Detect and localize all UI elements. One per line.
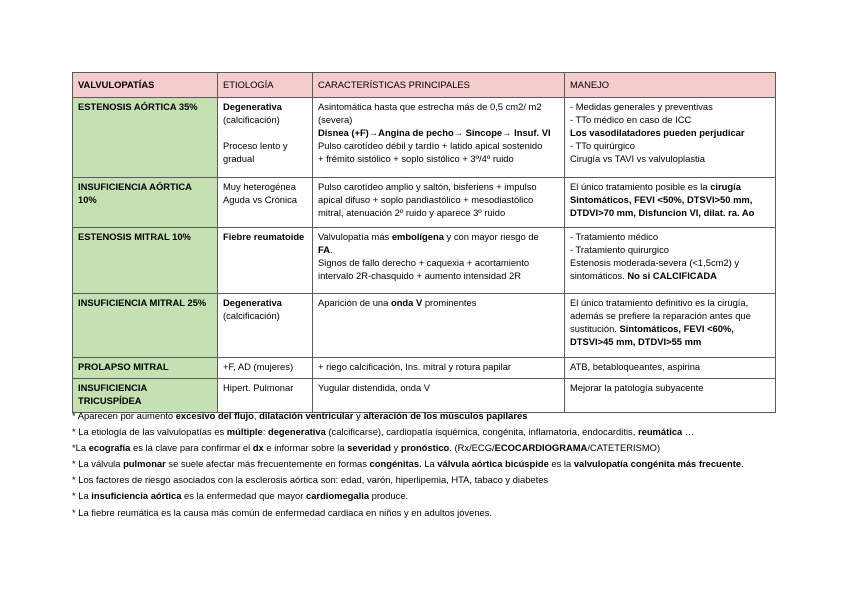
management-line: Estenosis moderada-severa (<1,5cm2) y: [570, 256, 740, 268]
features-line: mitral, atenuación 2º ruido y aparece 3º ruido: [318, 206, 506, 218]
management-line: DTDVI>70 mm, Disfuncion VI, dilat. ra. Ao: [570, 206, 755, 218]
table-row: [73, 97, 776, 177]
management-line: - Tratamiento quirurgico: [570, 243, 669, 255]
management-line: Los vasodilatadores pueden perjudicar: [570, 126, 745, 138]
management-line: además se prefiere la reparación antes que: [570, 309, 751, 321]
etiology-line: (calcificación): [223, 113, 280, 125]
footnotes: [72, 408, 792, 521]
header-manejo: MANEJO: [565, 73, 776, 98]
footnote: *La ecografía es la clave para confirmar el dx e informar sobre la severidad y pronóstico. (Rx/ECG/ECOCARDIOGRAMA/CATETERISMO): [72, 442, 661, 454]
footnote: * Los factores de riesgo asociados con la esclerosis aórtica son: edad, varón, hiperlipemia, HTA, tabaco y diabetes: [72, 474, 549, 486]
row-management-cell: Mejorar la patología subyacente: [565, 378, 776, 412]
features-line: (severa): [318, 113, 353, 125]
table-row: [73, 357, 776, 378]
features-line: Signos de fallo derecho + caquexia + acortamiento: [318, 256, 530, 268]
features-line: intervalo 2R-chasquido + aumento intensidad 2R: [318, 269, 521, 281]
management-line: - Medidas generales y preventivas: [570, 100, 713, 112]
footnote: * La insuficiencia aórtica es la enfermedad que mayor cardiomegalia produce.: [72, 490, 409, 502]
etiology-line: Aguda vs Crónica: [223, 193, 297, 205]
etiology-line: Degenerativa: [223, 100, 282, 112]
features-line: FA.: [318, 243, 333, 255]
features-line: Aparición de una onda V prominentes: [318, 296, 477, 308]
row-management-cell: [565, 227, 776, 293]
features-line: apical difuso + soplo pandiastólico + mesodiastólico: [318, 193, 534, 205]
header-valvulopatias: VALVULOPATÍAS: [73, 73, 218, 98]
management-line: sintomáticos. No si CALCIFICADA: [570, 269, 717, 281]
row-features-cell: [313, 177, 565, 227]
row-features-cell: Yugular distendida, onda V: [313, 378, 565, 412]
row-etiology-cell: [218, 177, 313, 227]
row-etiology-cell: [218, 97, 313, 177]
header-etiologia: ETIOLOGÍA: [218, 73, 313, 98]
etiology-line: Degenerativa: [223, 296, 282, 308]
footnote: * La válvula pulmonar se suele afectar más frecuentemente en formas congénitas. La válvula aórtica bicúspide es la valvulopatía congénita más frecuente.: [72, 458, 744, 470]
row-features-cell: [313, 227, 565, 293]
etiology-line: (calcificación): [223, 309, 280, 321]
management-line: - Tratamiento médico: [570, 230, 659, 242]
features-line: Disnea (+F)→Angina de pecho→ Síncope→ Insuf. VI: [318, 126, 551, 138]
etiology-line: Proceso lento y: [223, 139, 288, 151]
management-line: sustitución. Sintomáticos, FEVI <60%,: [570, 322, 734, 334]
row-name-insuficiencia-tricuspidea: INSUFICIENCIA TRICUSPÍDEA: [73, 378, 218, 412]
features-line: + frémito sistólico + soplo sistólico + 3º/4º ruido: [318, 152, 514, 164]
row-management-cell: ATB, betabloqueantes, aspirina: [565, 357, 776, 378]
row-etiology-cell: [218, 293, 313, 357]
row-name-estenosis-mitral: ESTENOSIS MITRAL 10%: [73, 227, 218, 293]
row-features-cell: [313, 293, 565, 357]
row-name-estenosis-aortica: ESTENOSIS AÓRTICA 35%: [73, 97, 218, 177]
etiology-line: Muy heterogénea: [223, 180, 296, 192]
row-name-insuficiencia-mitral: INSUFICIENCIA MITRAL 25%: [73, 293, 218, 357]
management-line: DTSVI>45 mm, DTDVI>55 mm: [570, 335, 702, 347]
footnote: * La etiología de las valvulopatías es múltiple: degenerativa (calcificarse), cardiopatía isquémica, congénita, inflamatoria, endocarditis, reumática …: [72, 426, 695, 438]
management-line: - TTo quirúrgico: [570, 139, 635, 151]
row-name-insuficiencia-aortica: INSUFICIENCIA AÓRTICA 10%: [73, 177, 218, 227]
features-line: Pulso carotídeo amplio y saltón, bisferiens + impulso: [318, 180, 537, 192]
etiology-line: gradual: [223, 152, 255, 164]
row-management-cell: [565, 97, 776, 177]
management-line: Sintomáticos, FEVI <50%, DTSVI>50 mm,: [570, 193, 753, 205]
row-etiology-cell: Hipert. Pulmonar: [218, 378, 313, 412]
footnote: * Aparecen por aumento excesivo del flujo, dilatación ventricular y alteración de los músculos papilares: [72, 410, 528, 421]
row-name-prolapso-mitral: PROLAPSO MITRAL: [73, 357, 218, 378]
features-line: Pulso carotídeo débil y tardío + latido apical sostenido: [318, 139, 543, 151]
features-line: Valvulopatía más embolígena y con mayor riesgo de: [318, 230, 539, 242]
row-etiology-cell: [218, 227, 313, 293]
features-line: Asintomática hasta que estrecha más de 0,5 cm2/ m2: [318, 100, 542, 112]
row-etiology-cell: +F, AD (mujeres): [218, 357, 313, 378]
table-row: [73, 177, 776, 227]
row-features-cell: [313, 97, 565, 177]
management-line: El único tratamiento definitivo es la cirugía,: [570, 296, 749, 308]
table-row: [73, 293, 776, 357]
table-row: [73, 227, 776, 293]
header-caracteristicas: CARACTERÍSTICAS PRINCIPALES: [313, 73, 565, 98]
row-management-cell: [565, 177, 776, 227]
row-management-cell: [565, 293, 776, 357]
management-line: Cirugía vs TAVI vs valvuloplastia: [570, 152, 705, 164]
management-line: El único tratamiento posible es la cirugía: [570, 180, 741, 192]
row-features-cell: + riego calcificación, Ins. mitral y rotura papilar: [313, 357, 565, 378]
valvulopathies-table: [72, 72, 776, 413]
table-header-row: [73, 73, 776, 98]
footnote: * La fiebre reumática es la causa más común de enfermedad cardiaca en niños y en adultos jóvenes.: [72, 506, 493, 518]
management-line: - TTo médico en caso de ICC: [570, 113, 692, 125]
etiology-line: Fiebre reumatoide: [223, 230, 305, 242]
